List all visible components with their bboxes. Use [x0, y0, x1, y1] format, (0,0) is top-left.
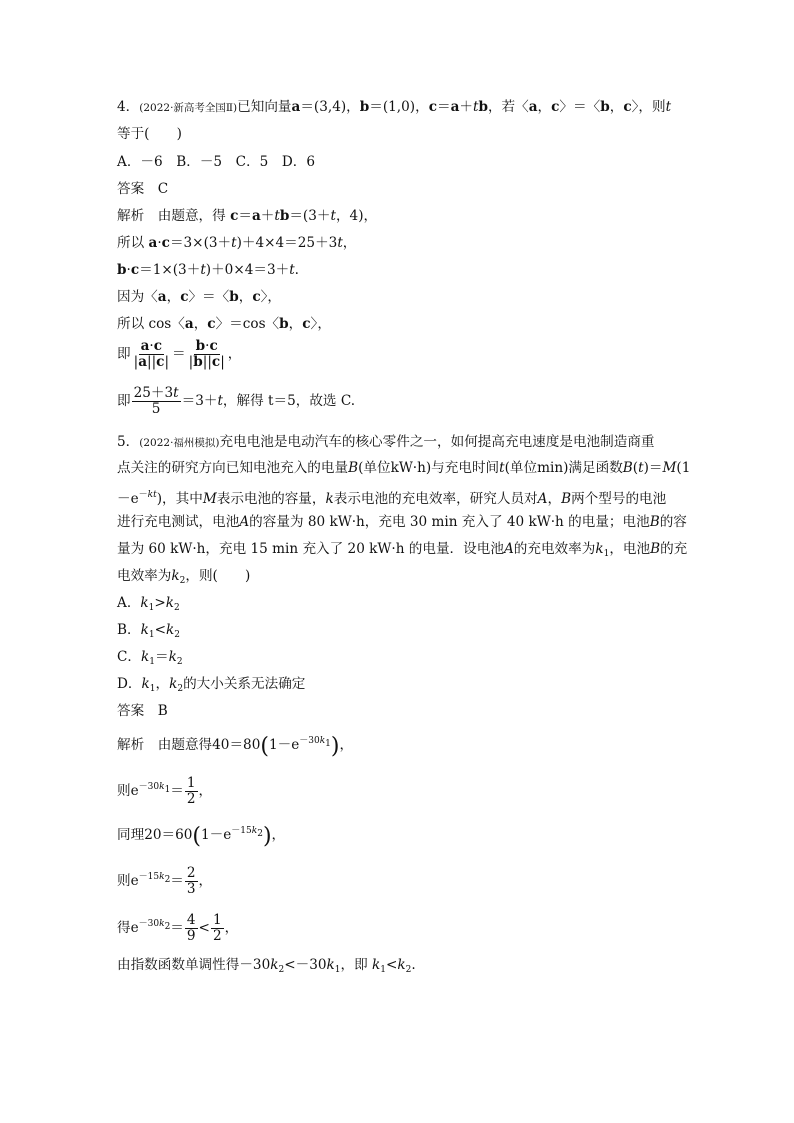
- q5-analysis-line3: 同理$20=60(1-e^{-15k2})$，: [117, 824, 286, 849]
- q5-stem-line4: 进行充电测试，电池A的容量为 80 kW·h，充电 30 min 充入了 40 kW·h 的电量；电池B的容: [117, 514, 687, 530]
- fraction: $\frac{1}{2}$: [186, 775, 196, 807]
- fraction: $\frac{a\cdot c}{|a||c|}$: [133, 338, 170, 370]
- q4-analysis-line1: 解析 由题意，得 c＝a＋tb＝(3＋t，4)，: [117, 208, 378, 224]
- q5-analysis-line4: 则$e^{-15k2}=$ $\frac{2}{3}$ ，: [117, 865, 213, 897]
- q5-stem-line2: 点关注的研究方向已知电池充入的电量B(单位kW·h)与充电时间t(单位min)满足函数B(t)＝M(1: [117, 460, 691, 476]
- fraction: $\frac{1}{2}$: [212, 912, 222, 944]
- q4-analysis-line7: 即 $\frac{25+3t}{5}$ ＝3＋t，解得 t＝5，故选 C.: [117, 385, 356, 417]
- q4-analysis-line4: 因为〈a，c〉＝〈b，c〉，: [117, 289, 282, 305]
- q5-option-b: B．$k_1<k_2$: [117, 622, 180, 640]
- q5-stem-line6: 电效率为$k_2$，则( ): [117, 568, 251, 586]
- q5-analysis-line1: 解析 由题意得$40=80(1-e^{-30k1})$，: [117, 734, 354, 759]
- q5-option-c: C．$k_1=k_2$: [117, 649, 183, 667]
- q4-stem-line2: 等于( ): [117, 126, 182, 142]
- q4-analysis-line6: 即 $\frac{a\cdot c}{|a||c|}$ ＝ $\frac{b\cdot c}{|b||c|}$ ，: [117, 338, 242, 370]
- q5-analysis-line5: 得$e^{-30k2}=$ $\frac{4}{9}$ < $\frac{1}{2}$ ，: [117, 912, 239, 944]
- fraction: $\frac{4}{9}$: [186, 912, 196, 944]
- q4-options: A．－6 B．－5 C．5 D．6: [117, 154, 316, 170]
- q4-stem-line1: 4．(2022·新高考全国Ⅱ)已知向量a＝(3,4)，b＝(1,0)，c＝a＋tb，若〈a，c〉＝〈b，c〉，则t: [117, 99, 672, 115]
- q5-analysis-line6: 由指数函数单调性得$-30k_2<-30k_1$，即 $k_1<k_2$.: [117, 957, 416, 975]
- q4-analysis-line2: 所以 a·c＝3×(3＋t)＋4×4＝25＋3t，: [117, 235, 357, 251]
- fraction: $\frac{b\cdot c}{|b||c|}$: [188, 338, 225, 370]
- q4-answer: 答案 C: [117, 181, 169, 197]
- q5-stem-line3: $-e^{-kt}$)，其中M表示电池的容量，k表示电池的充电效率，研究人员对A，B两个型号的电池: [117, 490, 667, 507]
- q4-analysis-line5: 所以 cos〈a，c〉＝cos〈b，c〉，: [117, 316, 331, 332]
- fraction: $\frac{2}{3}$: [186, 865, 196, 897]
- q5-stem-line5: 量为 60 kW·h，充电 15 min 充入了 20 kW·h 的电量．设电池A的充电效率为$k_1$，电池B的充: [117, 541, 688, 559]
- q5-answer: 答案 B: [117, 703, 168, 719]
- q5-option-d: D．$k_1$，$k_2$的大小关系无法确定: [117, 676, 306, 694]
- fraction: $\frac{25+3t}{5}$: [133, 385, 179, 417]
- q5-option-a: A．$k_1>k_2$: [117, 595, 180, 613]
- q5-analysis-line2: 则$e^{-30k1}=$ $\frac{1}{2}$ ，: [117, 775, 213, 807]
- q4-analysis-line3: b·c＝1×(3＋t)＋0×4＝3＋t.: [117, 262, 299, 278]
- q5-stem-line1: 5．(2022·福州模拟)充电电池是电动汽车的核心零件之一，如何提高充电速度是电池制造商重: [117, 434, 655, 450]
